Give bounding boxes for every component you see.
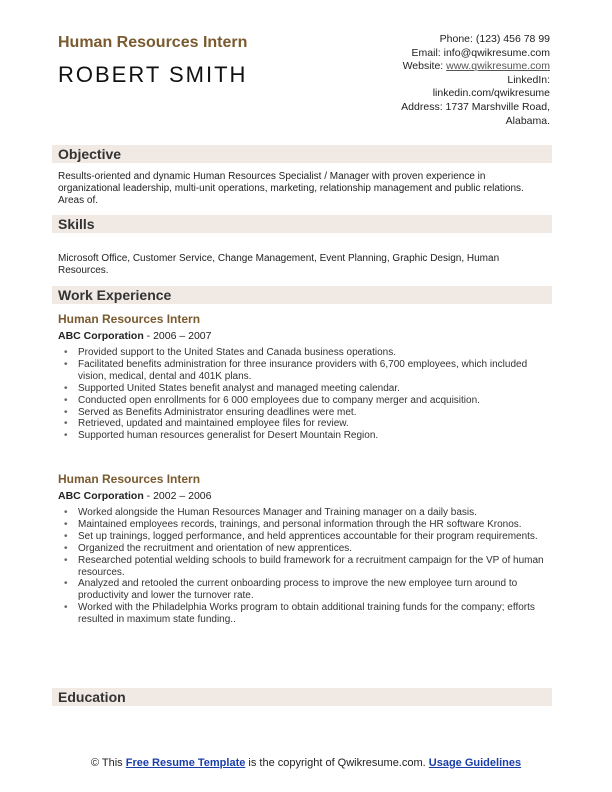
company-name-2: ABC Corporation bbox=[58, 490, 144, 502]
skills-heading: Skills bbox=[58, 216, 95, 232]
objective-text: Results-oriented and dynamic Human Resources Specialist / Manager with proven experience in organizational leadership, multi-unit operations, marketing, relationship management and public relations. Areas of. bbox=[58, 171, 524, 206]
contact-linkedin-label: LinkedIn: bbox=[507, 73, 550, 86]
candidate-name: ROBERT SMITH bbox=[58, 62, 248, 87]
list-item: • Provided support to the United States and Canada business operations. bbox=[58, 347, 548, 359]
list-item: • Maintained employees records, trainings, and personal information through the HR software Kronos. bbox=[58, 519, 548, 531]
work-experience-heading: Work Experience bbox=[58, 287, 172, 303]
job-title-1: Human Resources Intern bbox=[58, 312, 201, 326]
usage-guidelines-link[interactable]: Usage Guidelines bbox=[428, 757, 522, 769]
list-item: • Analyzed and retooled the current onboarding process to improve the new employee turn around to productivity and lower the turnover rate. bbox=[58, 578, 548, 602]
job-title-2: Human Resources Intern bbox=[58, 472, 201, 486]
list-item: • Researched potential welding schools to build framework for a recruitment campaign for the VP of human resources. bbox=[58, 555, 548, 579]
contact-address-line2: Alabama. bbox=[505, 114, 550, 127]
contact-email: Email: info@qwikresume.com bbox=[411, 46, 550, 59]
job-company-2 bbox=[58, 490, 211, 502]
skills-text: Microsoft Office, Customer Service, Change Management, Event Planning, Graphic Design, Human Resources. bbox=[58, 253, 500, 276]
objective-heading: Objective bbox=[58, 146, 122, 162]
website-label: Website: bbox=[402, 60, 447, 73]
job-bullets-2 bbox=[58, 507, 548, 626]
contact-website bbox=[310, 60, 550, 74]
contact-block bbox=[310, 33, 550, 128]
job-dates-1: - 2006 – 2007 bbox=[143, 330, 212, 342]
job-company-1 bbox=[58, 330, 211, 342]
list-item: • Organized the recruitment and orientation of new apprentices. bbox=[58, 543, 548, 555]
list-item: • Supported human resources generalist for Desert Mountain Region. bbox=[58, 430, 548, 442]
list-item: • Retrieved, updated and maintained employee files for review. bbox=[58, 418, 548, 430]
work-experience-section-header bbox=[52, 286, 552, 304]
company-name-1: ABC Corporation bbox=[58, 330, 144, 342]
list-item: • Set up trainings, logged performance, and held apprentices accountable for their program requirements. bbox=[58, 531, 548, 543]
education-section-header bbox=[52, 688, 552, 706]
header-job-title: Human Resources Intern bbox=[58, 34, 248, 51]
objective-section-header bbox=[52, 145, 552, 163]
skills-section-header bbox=[52, 215, 552, 233]
list-item: • Facilitated benefits administration for three insurance providers with 6,700 employees, which included vision, medical, dental and 401K plans. bbox=[58, 359, 548, 383]
footer-middle: is the copyright of Qwikresume.com. bbox=[245, 757, 429, 769]
website-link[interactable]: www.qwikresume.com bbox=[446, 60, 550, 73]
free-resume-template-link[interactable]: Free Resume Template bbox=[125, 757, 246, 769]
job-bullets-1 bbox=[58, 347, 548, 442]
footer-copyright bbox=[60, 757, 552, 770]
list-item: • Worked alongside the Human Resources Manager and Training manager on a daily basis. bbox=[58, 507, 548, 519]
list-item: • Supported United States benefit analyst and managed meeting calendar. bbox=[58, 383, 548, 395]
contact-address-line1: Address: 1737 Marshville Road, bbox=[401, 100, 550, 113]
education-heading: Education bbox=[58, 689, 126, 705]
contact-phone: Phone: (123) 456 78 99 bbox=[439, 33, 550, 45]
job-dates-2: - 2002 – 2006 bbox=[143, 490, 212, 502]
footer-prefix: © This bbox=[90, 757, 126, 769]
contact-linkedin-value: linkedin.com/qwikresume bbox=[432, 87, 550, 100]
list-item: • Served as Benefits Administrator ensuring deadlines were met. bbox=[58, 407, 548, 419]
list-item: • Conducted open enrollments for 6 000 employees due to company merger and acquisition. bbox=[58, 395, 548, 407]
list-item: • Worked with the Philadelphia Works program to obtain additional training funds for the company; efforts resulted in maximum state funding.. bbox=[58, 602, 548, 626]
